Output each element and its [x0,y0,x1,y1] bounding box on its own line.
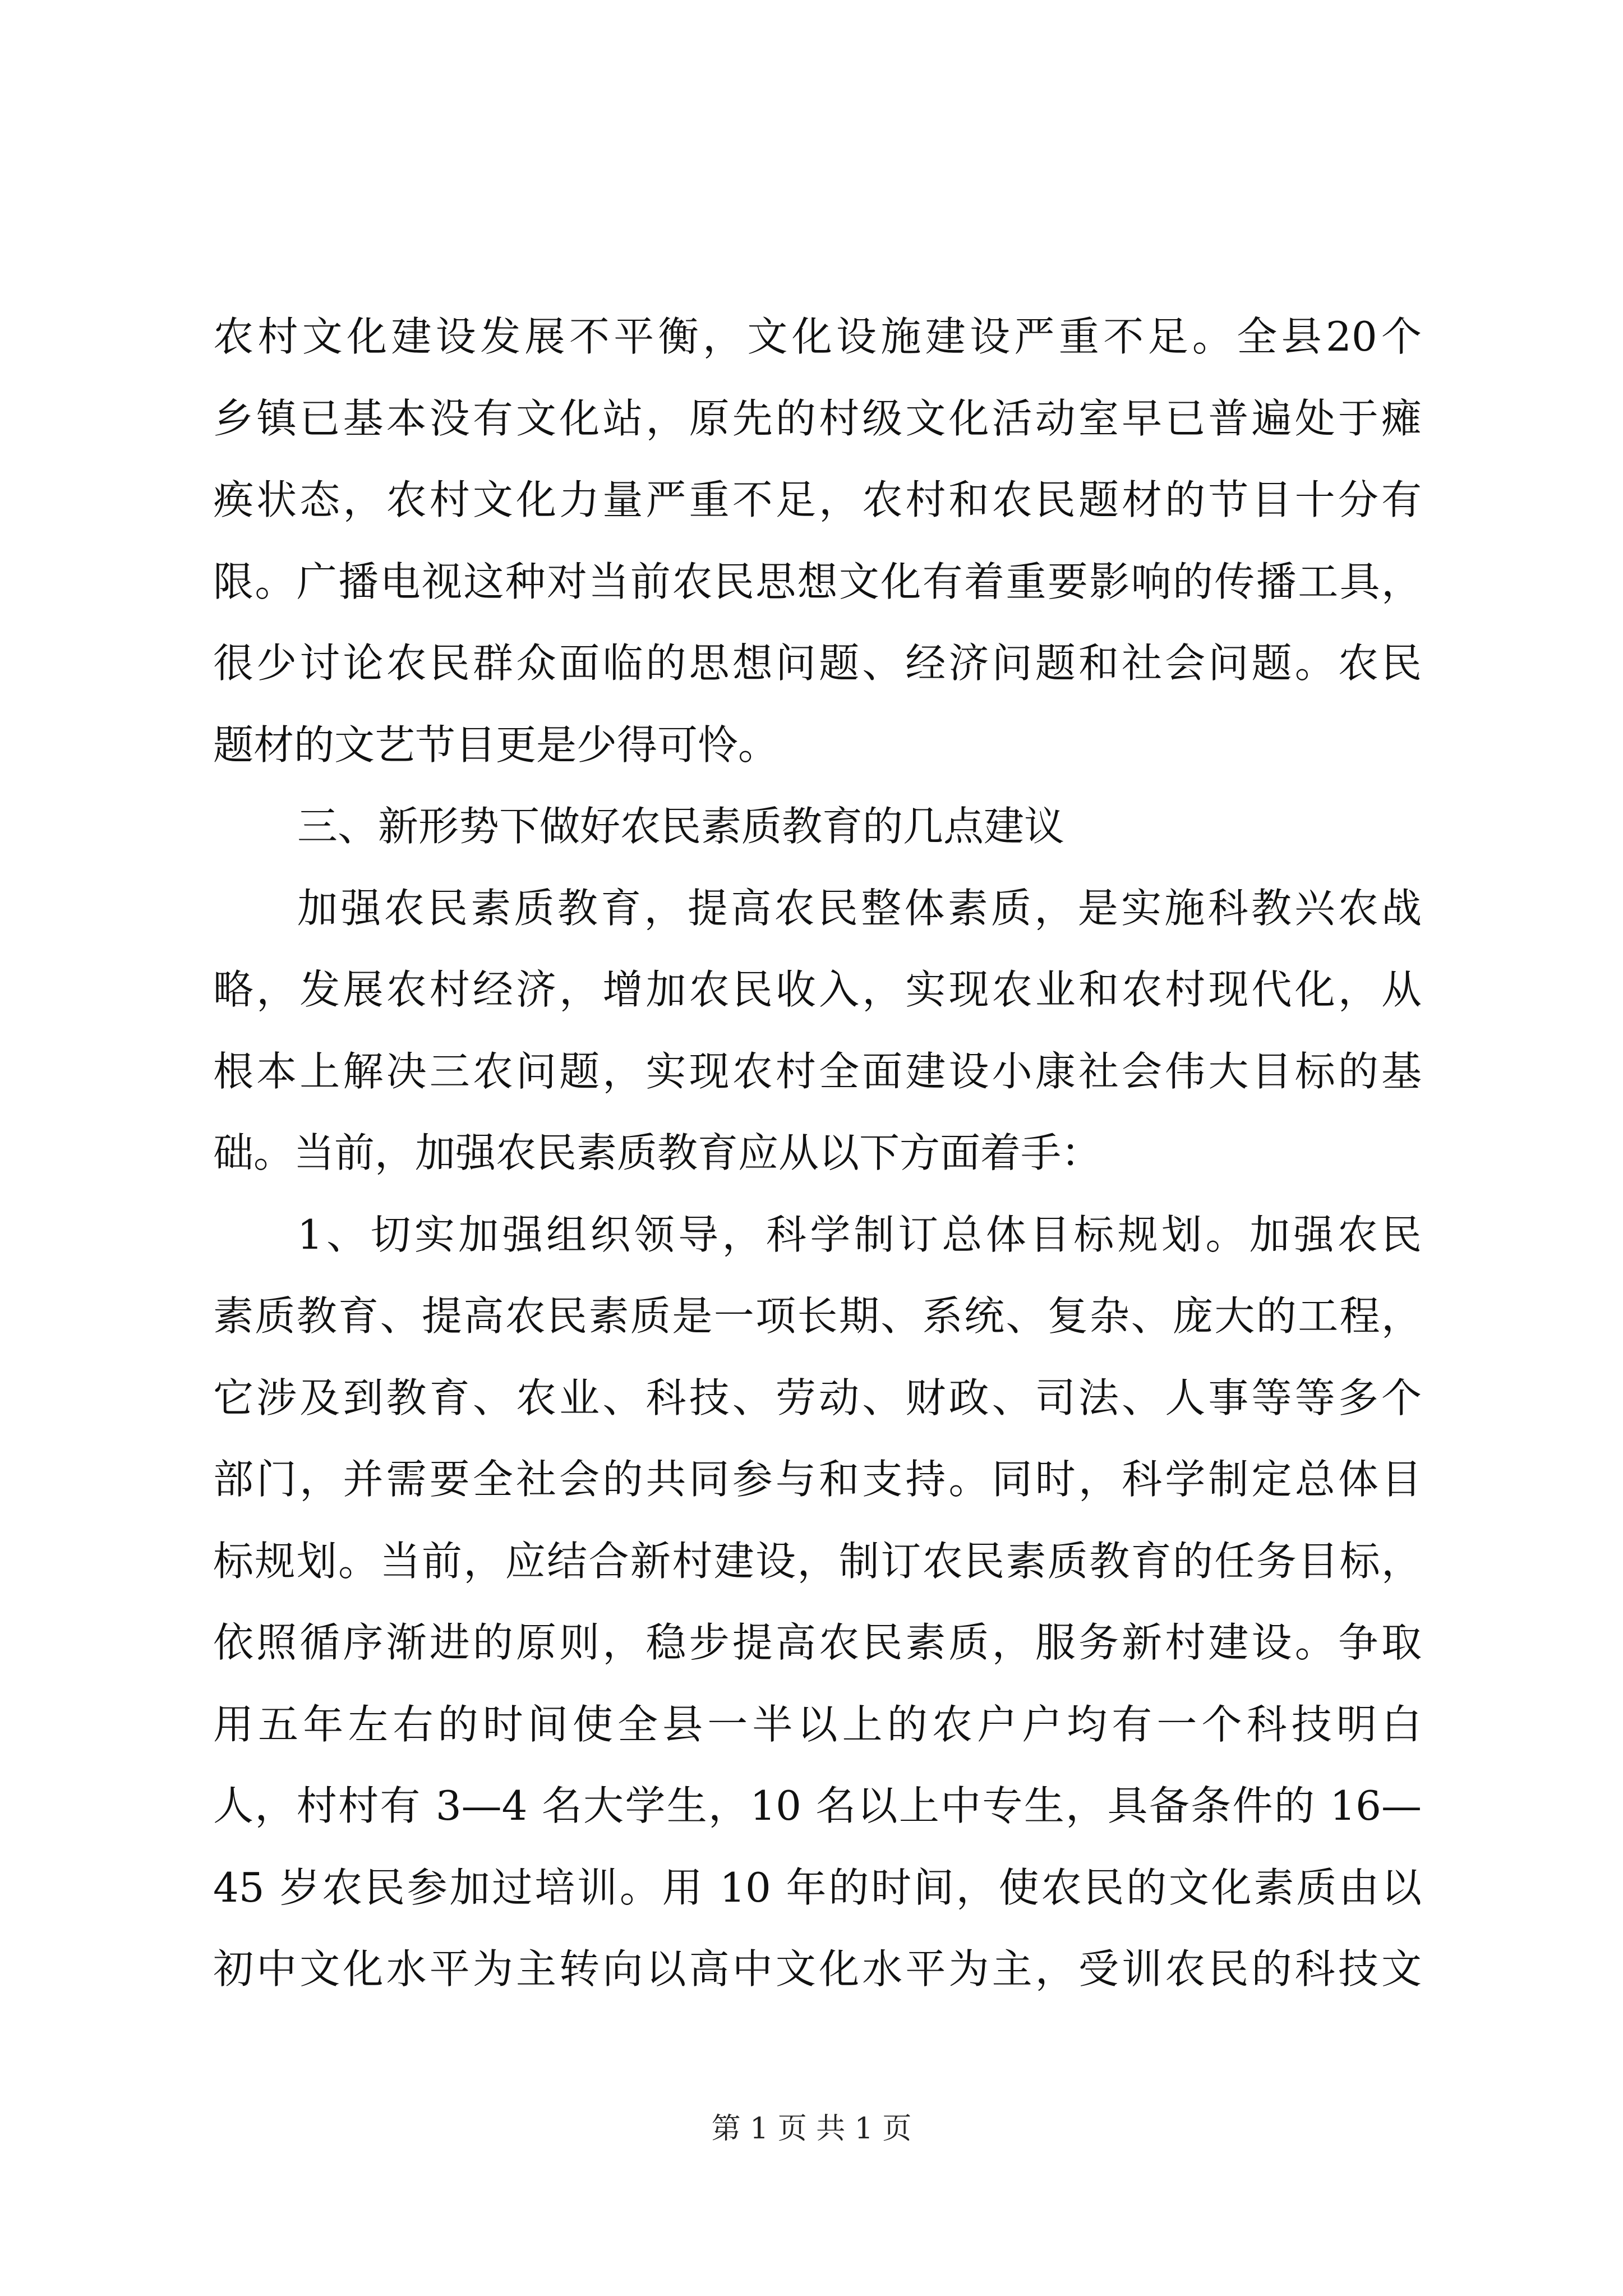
text-line: 根本上解决三农问题，实现农村全面建设小康社会伟大目标的基 [213,1047,1422,1095]
text-line: 素质教育、提高农民素质是一项长期、系统、复杂、庞大的工程， [213,1292,1422,1340]
text-line: 加强农民素质教育，提高农民整体素质，是实施科教兴农战 [297,884,1422,932]
page-number-label: 第 1 页 共 1 页 [711,2112,912,2146]
text-line: 限。广播电视这种对当前农民思想文化有着重要影响的传播工具， [213,558,1422,605]
text-line: 础。当前，加强农民素质教育应从以下方面着手： [213,1129,1102,1176]
text-line: 用五年左右的时间使全县一半以上的农户户均有一个科技明白 [213,1700,1422,1748]
text-line: 人，村村有 3—4 名大学生，10 名以上中专生，具备条件的 16— [213,1782,1422,1829]
page-footer [0,2109,1623,2148]
text-line: 部门，并需要全社会的共同参与和支持。同时，科学制定总体目 [213,1456,1422,1503]
document-body [213,296,1422,2010]
paragraph-item-1 [213,1194,1422,2010]
section-heading [213,786,1422,868]
text-line: 它涉及到教育、农业、科技、劳动、财政、司法、人事等等多个 [213,1374,1422,1421]
text-line: 农村文化建设发展不平衡，文化设施建设严重不足。全县20个 [213,313,1422,360]
text-line: 45 岁农民参加过培训。用 10 年的时间，使农民的文化素质由以 [213,1864,1422,1911]
text-line: 题材的文艺节目更是少得可怜。 [213,721,779,769]
text-line: 很少讨论农民群众面临的思想问题、经济问题和社会问题。农民 [213,639,1422,687]
text-line: 痪状态，农村文化力量严重不足，农村和农民题材的节目十分有 [213,476,1422,523]
section-heading-text: 三、新形势下做好农民素质教育的几点建议 [297,803,1065,850]
text-line: 依照循序渐进的原则，稳步提高农民素质，服务新村建设。争取 [213,1619,1422,1666]
text-line: 略，发展农村经济，增加农民收入，实现农业和农村现代化，从 [213,966,1422,1013]
text-line: 初中文化水平为主转向以高中文化水平为主，受训农民的科技文 [213,1945,1422,1993]
paragraph-intro [213,296,1422,786]
text-line: 1、切实加强组织领导，科学制订总体目标规划。加强农民 [297,1211,1422,1258]
text-line: 标规划。当前，应结合新村建设，制订农民素质教育的任务目标， [213,1537,1422,1585]
paragraph-strengthen [213,868,1422,1194]
text-line: 乡镇已基本没有文化站，原先的村级文化活动室早已普遍处于瘫 [213,394,1422,442]
